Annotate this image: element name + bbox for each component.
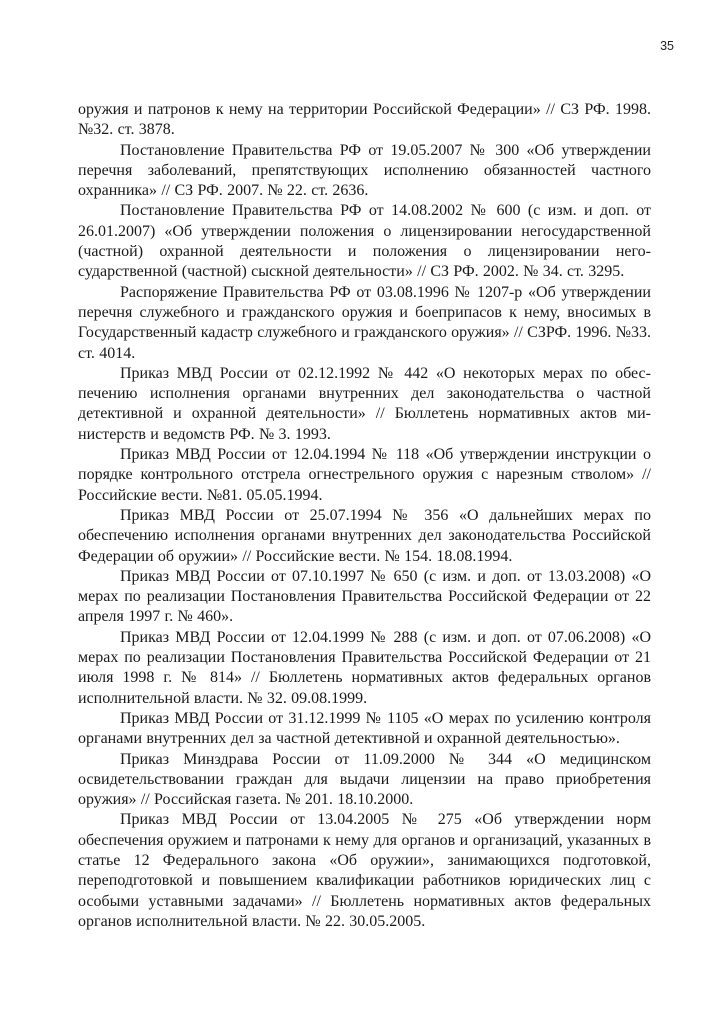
paragraph-continuation: оружия и патронов к нему на территории Российской Федерации» // СЗ РФ. 1998. №32. ст. 3878. xyxy=(78,101,651,139)
paragraph: Приказ МВД России от 25.07.1994 № 356 «О дальнейших мерах по обеспечению исполнения органами внутренних дел законодательства Российской Федерации об оружии» // Российские вести. № 154. 18.08.1994. xyxy=(78,506,651,565)
document-body xyxy=(78,100,651,932)
paragraph: Приказ МВД России от 12.04.1999 № 288 (с изм. и доп. от 07.06.2008) «О мерах по реализации Постановления Правительства Российской Федерации от 21 июля 1998 г. № 814» // Бюллетень нормативных актов федеральных органов исполнительной власти. № 32. 09.08.1999. xyxy=(78,628,651,707)
paragraph: Приказ МВД России от 31.12.1999 № 1105 «О мерах по усилению контроля органами внутренних дел за частной детективной и охранной деятельностью». xyxy=(78,709,651,748)
paragraph: Приказ МВД России от 07.10.1997 № 650 (с изм. и доп. от 13.03.2008) «О мерах по реализации Постановления Правительства Российской Федерации от 22 апреля 1997 г. № 460». xyxy=(78,567,651,626)
paragraph: Приказ Минздрава России от 11.09.2000 № 344 «О медицинском освидетельствовании граждан для выдачи лицензии на право приобретения оружия» // Российская газета. № 201. 18.10.2000. xyxy=(78,750,651,809)
paragraph: Постановление Правительства РФ от 19.05.2007 № 300 «Об утверждении перечня заболеваний, препятствующих исполнению обязанностей частного охранника» // СЗ РФ. 2007. № 22. ст. 2636. xyxy=(78,141,651,200)
paragraph: Приказ МВД России от 02.12.1992 № 442 «О некоторых мерах по обеспечению исполнения органами внутренних дел законодательства о частной детективной и охранной деятельности» // Бюллетень нормативных актов министерств и ведомств РФ. № 3. 1993. xyxy=(78,364,651,443)
paragraph: Приказ МВД России от 13.04.2005 № 275 «Об утверждении норм обеспечения оружием и патронами к нему для органов и организаций, указанных в статье 12 Федерального закона «Об оружии», занимающихся подготовкой, переподготовкой и повышением квалификации работников юридических лиц с особыми уставными задачами» // Бюллетень нормативных актов федеральных органов исполнительной власти. № 22. 30.05.2005. xyxy=(78,811,651,930)
paragraph: Распоряжение Правительства РФ от 03.08.1996 № 1207-р «Об утверждении перечня служебного и гражданского оружия и боеприпасов к нему, вносимых в Государственный кадастр служебного и гражданского оружия» // СЗРФ. 1996. №33. ст. 4014. xyxy=(78,283,651,362)
page-number: 35 xyxy=(660,39,674,53)
paragraph: Постановление Правительства РФ от 14.08.2002 № 600 (с изм. и доп. от 26.01.2007) «Об утверждении положения о лицензировании негосударственной (частной) охранной деятельности и положения о лицензировании негосударственной (частной) сыскной деятельности» // СЗ РФ. 2002. № 34. ст. 3295. xyxy=(78,202,651,281)
paragraph: Приказ МВД России от 12.04.1994 № 118 «Об утверждении инструкции о порядке контрольного отстрела огнестрельного оружия с нарезным стволом» // Российские вести. №81. 05.05.1994. xyxy=(78,446,651,504)
